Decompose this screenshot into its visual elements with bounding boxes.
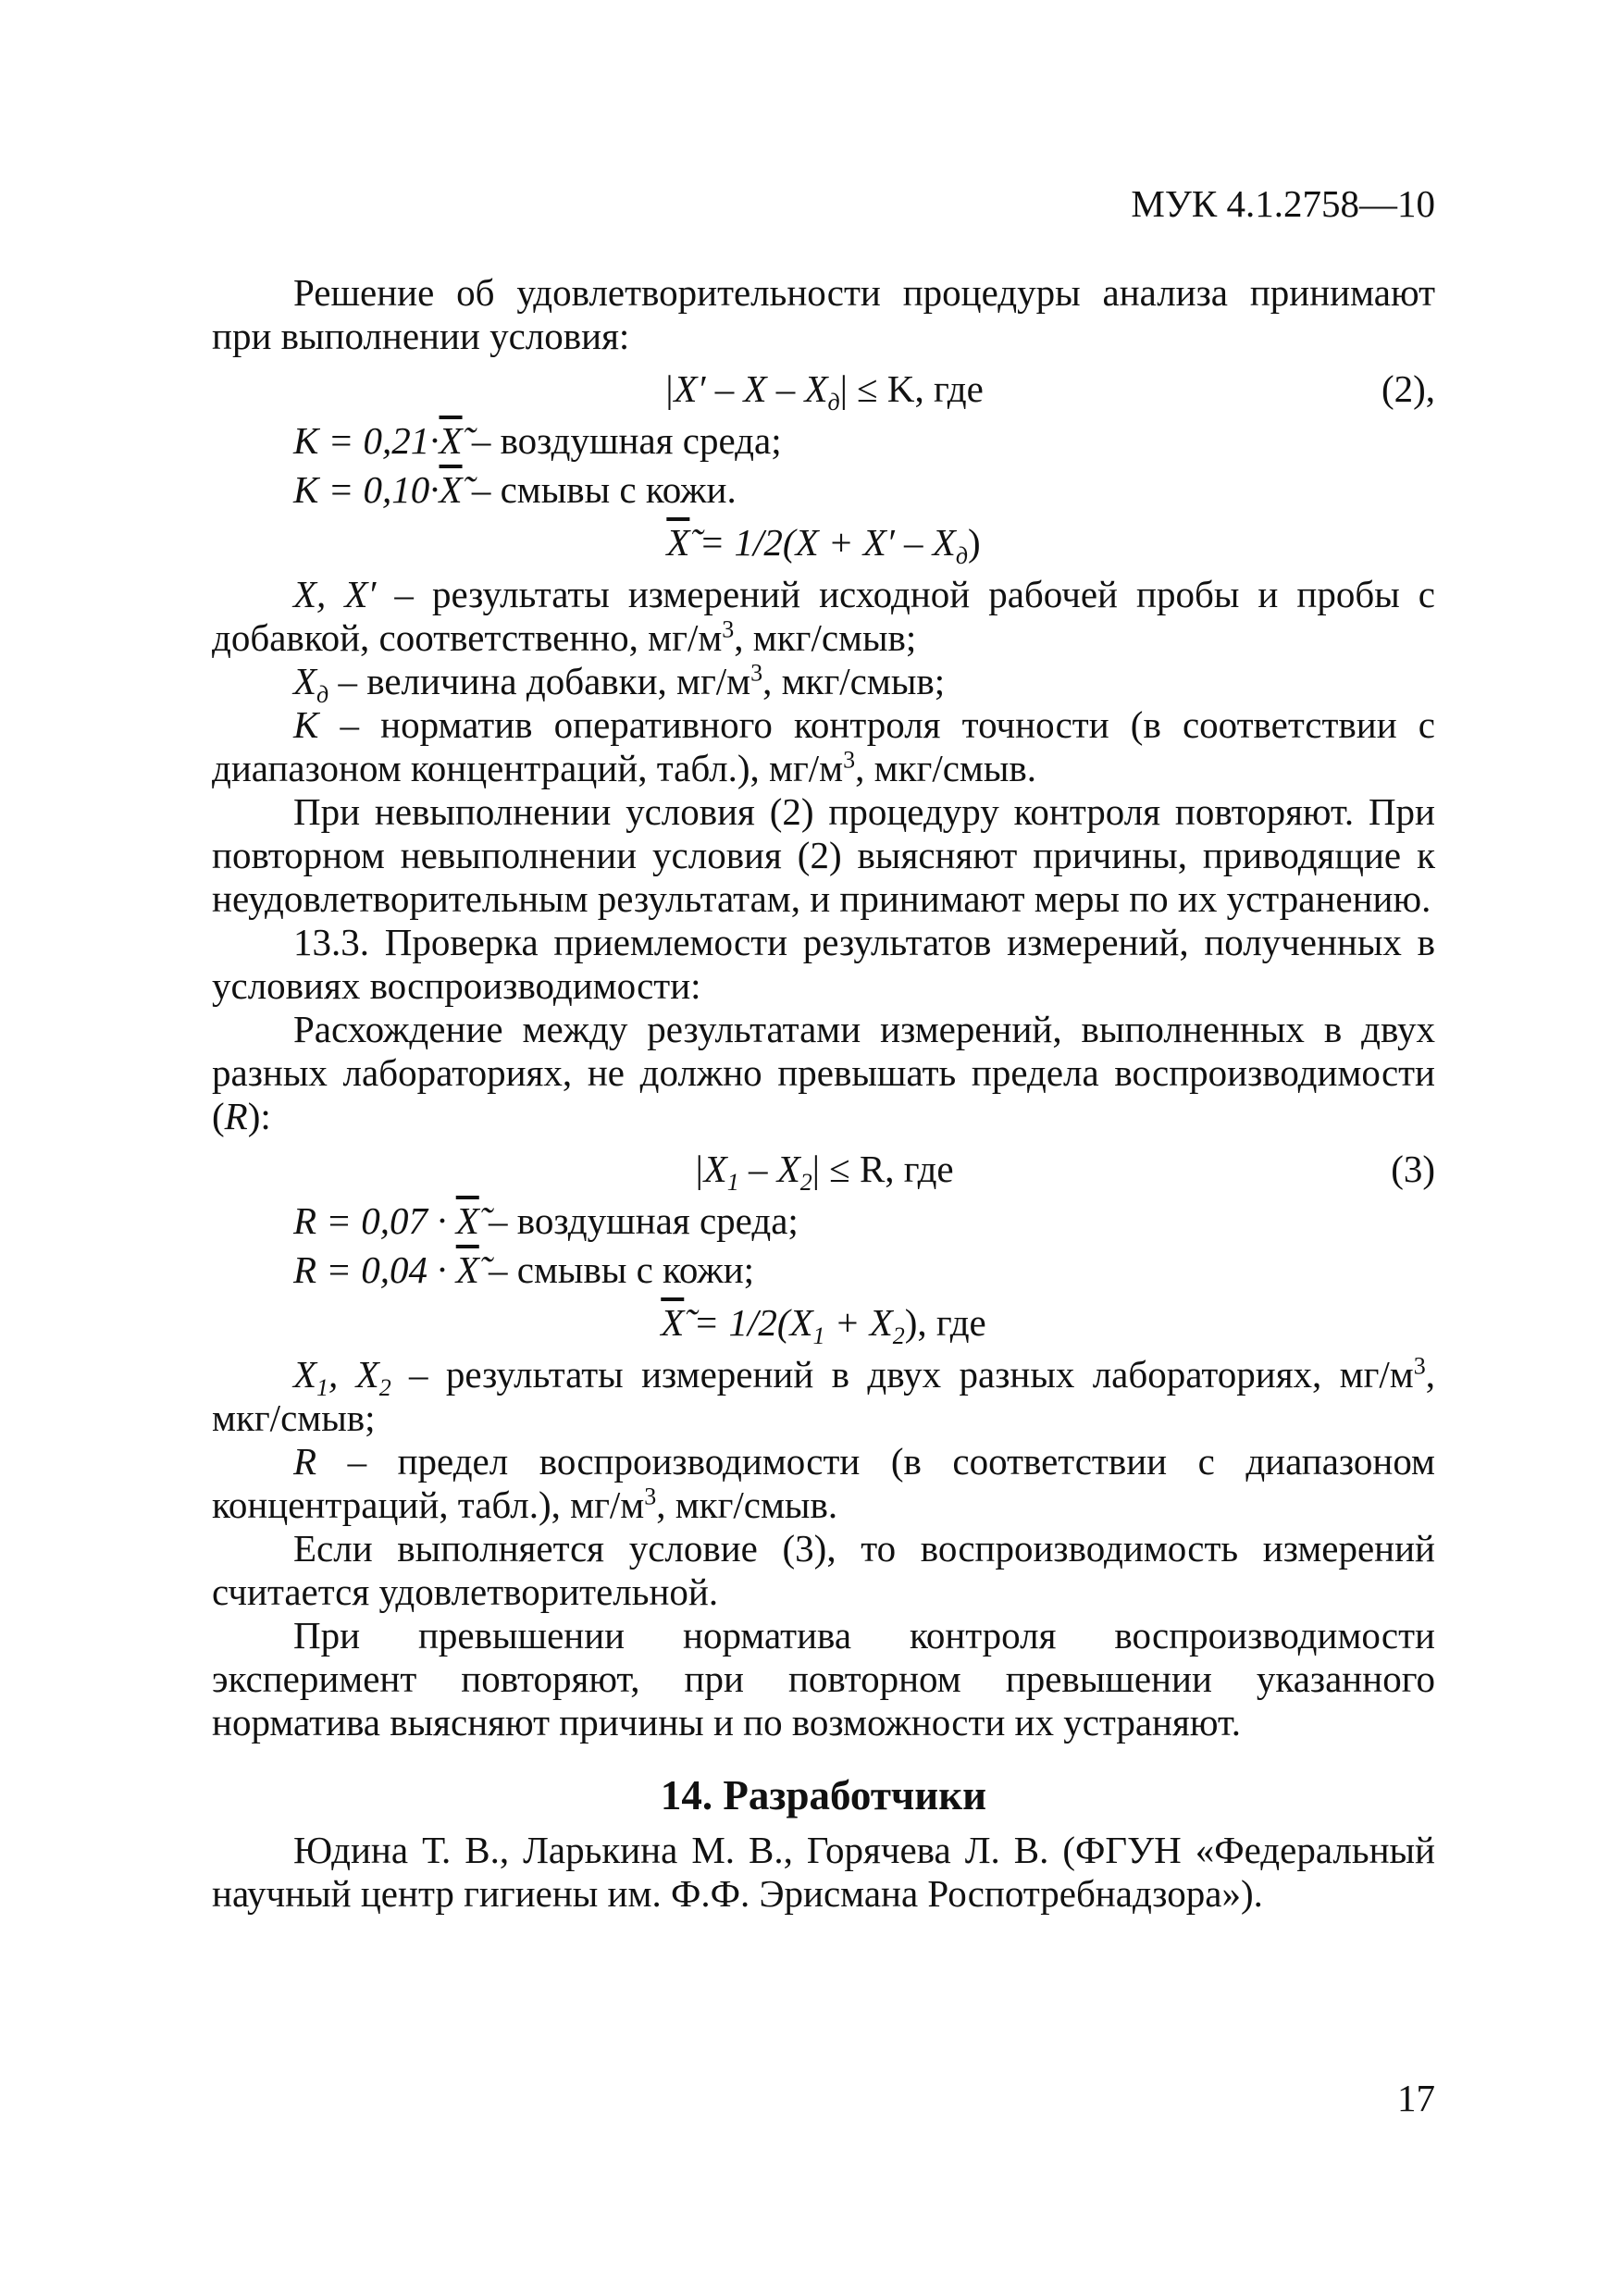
definition-xd-var: X bbox=[293, 660, 317, 702]
paragraph-difference-var: R bbox=[224, 1095, 248, 1137]
definition-r-sup: 3 bbox=[644, 1483, 657, 1510]
definition-x12-text: – результаты измерений в двух разных лабораториях, мг/м bbox=[390, 1353, 1414, 1396]
formula-3-c: | ≤ R, где bbox=[812, 1148, 954, 1190]
k-skin-mean-symbol: Х̃ bbox=[439, 468, 463, 511]
definition-x12-a: X bbox=[293, 1353, 317, 1396]
r-air-rest: – воздушная среда; bbox=[478, 1199, 799, 1242]
definition-xd bbox=[212, 659, 1435, 709]
definition-xd-sub: д bbox=[316, 681, 329, 709]
k-skin-rest: – смывы с кожи. bbox=[462, 468, 737, 511]
mean-2-c: ), где bbox=[904, 1301, 986, 1344]
definition-xd-text: – величина добавки, мг/м bbox=[328, 660, 751, 702]
document-code: МУК 4.1.2758—10 bbox=[1131, 182, 1435, 225]
mean-2-sub2: 2 bbox=[892, 1322, 905, 1350]
k-air-rest: – воздушная среда; bbox=[462, 419, 782, 462]
page-number: 17 bbox=[1397, 2077, 1435, 2119]
formula-3-number: (3) bbox=[1391, 1148, 1435, 1190]
mean-1-close: ) bbox=[968, 521, 981, 564]
definition-xd-sup: 3 bbox=[750, 659, 763, 687]
definition-x12 bbox=[212, 1353, 1435, 1440]
paragraph-condition-3: Если выполняется условие (3), то воспроизводимость измерений считается удовлетворительной. bbox=[212, 1527, 1435, 1613]
definition-k-var: K bbox=[293, 703, 319, 746]
definition-x-text: – результаты измерений исходной рабочей пробы и пробы с добавкой, соответственно, мг/м bbox=[212, 573, 1435, 659]
definition-x12-b: , X bbox=[328, 1353, 379, 1396]
mean-formula-2 bbox=[212, 1299, 1435, 1350]
mean-1-sub: д bbox=[955, 542, 969, 570]
page-content bbox=[212, 271, 1435, 1916]
mean-1-symbol: Х̃ bbox=[666, 521, 690, 564]
definition-k-tail: , мкг/смыв. bbox=[855, 747, 1037, 789]
definition-r bbox=[212, 1440, 1435, 1527]
definition-r-text: – предел воспроизводимости (в соответствии с диапазоном концентраций, табл.), мг/м bbox=[212, 1440, 1435, 1526]
formula-2-sub: д bbox=[827, 389, 840, 416]
mean-2-symbol: Х̃ bbox=[661, 1301, 685, 1344]
definition-x12-sup: 3 bbox=[1413, 1352, 1426, 1380]
r-skin-mean-symbol: Х̃ bbox=[455, 1248, 479, 1291]
definition-k-sup: 3 bbox=[843, 746, 856, 774]
paragraph-difference-tail: ): bbox=[247, 1095, 271, 1137]
r-air-lhs: R = 0,07 · bbox=[293, 1199, 456, 1242]
formula-3-sub2: 2 bbox=[799, 1169, 812, 1197]
r-air-mean-symbol: Х̃ bbox=[455, 1199, 479, 1242]
paragraph-13-3: 13.3. Проверка приемлемости результатов измерений, полученных в условиях воспроизводимости: bbox=[212, 921, 1435, 1007]
formula-2-number: (2), bbox=[1381, 367, 1435, 410]
mean-2-sub1: 1 bbox=[812, 1322, 825, 1350]
paragraph-repeat: При невыполнении условия (2) процедуру контроля повторяют. При повторном невыполнении условия (2) выясняют причины, приводящие к неудовлетворительным результатам, и принимают меры по их устранению. bbox=[212, 790, 1435, 920]
mean-2-a: = 1/2(X bbox=[684, 1301, 813, 1344]
paragraph-exceed: При превышении норматива контроля воспроизводимости эксперимент повторяют, при повторном превышении указанного норматива выясняют причины и по возможности их устраняют. bbox=[212, 1614, 1435, 1744]
definition-xd-tail: , мкг/смыв; bbox=[762, 660, 946, 702]
mean-1-rest: = 1/2(X + X′ – X bbox=[689, 521, 956, 564]
section-14-text: Юдина Т. В., Ларькина М. В., Горячева Л. В. (ФГУН «Федеральный научный центр гигиены им. Ф.Ф. Эрисмана Роспотребнадзора»). bbox=[212, 1829, 1435, 1915]
definition-k bbox=[212, 703, 1435, 790]
paragraph-difference bbox=[212, 1008, 1435, 1138]
formula-2-lhs: |X′ – X – X bbox=[663, 367, 828, 410]
r-skin-line bbox=[212, 1248, 1435, 1292]
formula-3-b: – X bbox=[738, 1148, 800, 1190]
r-skin-lhs: R = 0,04 · bbox=[293, 1248, 456, 1291]
formula-3-sub1: 1 bbox=[726, 1169, 739, 1197]
definition-x-tail: , мкг/смыв; bbox=[734, 616, 917, 659]
k-skin-line bbox=[212, 468, 1435, 512]
definition-x-sup: 3 bbox=[722, 615, 735, 643]
definition-r-tail: , мкг/смыв. bbox=[656, 1483, 838, 1526]
formula-3 bbox=[212, 1146, 1435, 1197]
definition-r-var: R bbox=[293, 1440, 317, 1483]
definition-x bbox=[212, 573, 1435, 660]
definition-x12-sub1: 1 bbox=[316, 1374, 329, 1402]
definition-k-text: – норматив оперативного контроля точности (в соответствии с диапазоном концентраций, табл.), мг/м bbox=[212, 703, 1435, 789]
mean-2-b: + X bbox=[824, 1301, 893, 1344]
k-skin-lhs: K = 0,10· bbox=[293, 468, 440, 511]
formula-2-rhs: | ≤ K, где bbox=[839, 367, 984, 410]
r-air-line bbox=[212, 1199, 1435, 1243]
formula-2 bbox=[212, 366, 1435, 416]
k-air-line bbox=[212, 419, 1435, 463]
definition-x12-tail: , мкг/смыв; bbox=[212, 1353, 1435, 1439]
k-air-lhs: K = 0,21· bbox=[293, 419, 440, 462]
definition-x-vars: X, X′ bbox=[293, 573, 377, 615]
k-air-mean-symbol: Х̃ bbox=[439, 419, 463, 462]
paragraph-decision: Решение об удовлетворительности процедуры анализа принимают при выполнении условия: bbox=[212, 271, 1435, 357]
r-skin-rest: – смывы с кожи; bbox=[478, 1248, 755, 1291]
formula-3-a: |X bbox=[693, 1148, 727, 1190]
mean-formula-1 bbox=[212, 519, 1435, 570]
definition-x12-sub2: 2 bbox=[378, 1374, 391, 1402]
paragraph-difference-text: Расхождение между результатами измерений, выполненных в двух разных лабораториях, не должно превышать предела воспроизводимости ( bbox=[212, 1008, 1435, 1137]
section-14-heading: 14. Разработчики bbox=[660, 1772, 987, 1818]
